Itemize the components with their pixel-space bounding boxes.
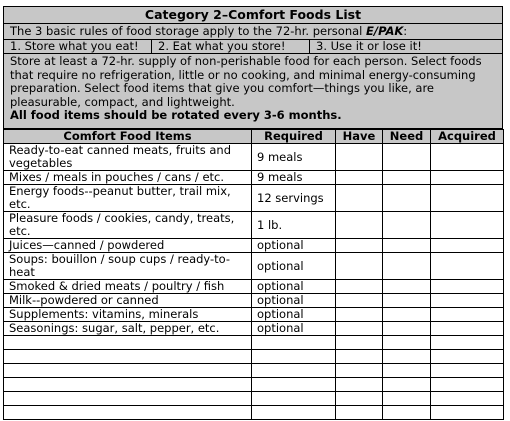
blank-row[interactable]	[4, 378, 504, 392]
need-cell[interactable]	[383, 253, 431, 280]
intro-line	[3, 23, 503, 39]
blank-row[interactable]	[4, 392, 504, 406]
blank-cell[interactable]	[252, 406, 336, 420]
acquired-cell[interactable]	[431, 239, 504, 253]
required-cell: 9 meals	[252, 144, 336, 171]
rule-1: 1. Store what you eat!	[4, 40, 152, 53]
table-row	[4, 308, 504, 322]
blank-cell[interactable]	[252, 350, 336, 364]
have-cell[interactable]	[336, 308, 383, 322]
need-cell[interactable]	[383, 308, 431, 322]
item-cell: Soups: bouillon / soup cups / ready-to-heat	[4, 253, 252, 280]
col-header-required: Required	[252, 130, 336, 144]
table-row	[4, 322, 504, 336]
blank-cell[interactable]	[336, 378, 383, 392]
have-cell[interactable]	[336, 185, 383, 212]
acquired-cell[interactable]	[431, 212, 504, 239]
table-row	[4, 144, 504, 171]
have-cell[interactable]	[336, 239, 383, 253]
item-cell: Pleasure foods / cookies, candy, treats, etc.	[4, 212, 252, 239]
required-cell: optional	[252, 308, 336, 322]
acquired-cell[interactable]	[431, 280, 504, 294]
item-cell: Mixes / meals in pouches / cans / etc.	[4, 171, 252, 185]
required-cell: 12 servings	[252, 185, 336, 212]
blank-cell[interactable]	[4, 378, 252, 392]
required-cell: optional	[252, 253, 336, 280]
blank-cell[interactable]	[431, 406, 504, 420]
blank-row[interactable]	[4, 364, 504, 378]
blank-row[interactable]	[4, 406, 504, 420]
acquired-cell[interactable]	[431, 253, 504, 280]
rule-2: 2. Eat what you store!	[152, 40, 310, 53]
acquired-cell[interactable]	[431, 294, 504, 308]
rotation-note: All food items should be rotated every 3-6 months.	[10, 108, 342, 122]
required-cell: optional	[252, 294, 336, 308]
table-row	[4, 294, 504, 308]
blank-row[interactable]	[4, 336, 504, 350]
table-row	[4, 212, 504, 239]
need-cell[interactable]	[383, 322, 431, 336]
blank-cell[interactable]	[383, 350, 431, 364]
acquired-cell[interactable]	[431, 322, 504, 336]
blank-cell[interactable]	[431, 378, 504, 392]
need-cell[interactable]	[383, 212, 431, 239]
required-cell: optional	[252, 239, 336, 253]
blank-cell[interactable]	[252, 392, 336, 406]
blank-cell[interactable]	[252, 336, 336, 350]
intro-emphasis: E/PAK	[366, 24, 404, 38]
acquired-cell[interactable]	[431, 185, 504, 212]
blank-cell[interactable]	[336, 406, 383, 420]
blank-cell[interactable]	[431, 364, 504, 378]
blank-cell[interactable]	[431, 350, 504, 364]
table-header-row	[4, 130, 504, 144]
table-row	[4, 239, 504, 253]
table-row	[4, 253, 504, 280]
rule-3: 3. Use it or lose it!	[316, 39, 422, 53]
blank-cell[interactable]	[383, 378, 431, 392]
need-cell[interactable]	[383, 239, 431, 253]
food-items-table	[3, 129, 504, 420]
blank-cell[interactable]	[383, 336, 431, 350]
table-row	[4, 171, 504, 185]
required-cell: optional	[252, 322, 336, 336]
table-row	[4, 280, 504, 294]
blank-row[interactable]	[4, 350, 504, 364]
description-block	[3, 53, 503, 129]
need-cell[interactable]	[383, 280, 431, 294]
have-cell[interactable]	[336, 253, 383, 280]
table-row	[4, 185, 504, 212]
have-cell[interactable]	[336, 212, 383, 239]
description-text: Store at least a 72-hr. supply of non-perishable food for each person. Select foods that require no refrigeration, little or no cooking, and minimal energy-consuming preparation. Select food items that give you comfort—things you like, are pleasurable, compact, and lightweight.	[10, 54, 482, 109]
blank-cell[interactable]	[336, 336, 383, 350]
blank-cell[interactable]	[252, 378, 336, 392]
acquired-cell[interactable]	[431, 144, 504, 171]
item-cell: Smoked & dried meats / poultry / fish	[4, 280, 252, 294]
col-header-have: Have	[336, 130, 383, 144]
have-cell[interactable]	[336, 144, 383, 171]
blank-cell[interactable]	[383, 364, 431, 378]
col-header-acquired: Acquired	[431, 130, 504, 144]
page-title: Category 2–Comfort Foods List	[3, 6, 503, 23]
blank-cell[interactable]	[383, 406, 431, 420]
intro-text: The 3 basic rules of food storage apply to the 72-hr. personal	[10, 24, 367, 38]
have-cell[interactable]	[336, 294, 383, 308]
have-cell[interactable]	[336, 280, 383, 294]
item-cell: Supplements: vitamins, minerals	[4, 308, 252, 322]
blank-cell[interactable]	[383, 392, 431, 406]
required-cell: 1 lb.	[252, 212, 336, 239]
item-cell: Seasonings: sugar, salt, pepper, etc.	[4, 322, 252, 336]
col-header-items: Comfort Food Items	[4, 130, 252, 144]
col-header-need: Need	[383, 130, 431, 144]
need-cell[interactable]	[383, 294, 431, 308]
required-cell: 9 meals	[252, 171, 336, 185]
need-cell[interactable]	[383, 171, 431, 185]
need-cell[interactable]	[383, 144, 431, 171]
blank-cell[interactable]	[336, 392, 383, 406]
item-cell: Energy foods--peanut butter, trail mix, etc.	[4, 185, 252, 212]
acquired-cell[interactable]	[431, 308, 504, 322]
blank-cell[interactable]	[252, 364, 336, 378]
blank-cell[interactable]	[4, 336, 252, 350]
blank-cell[interactable]	[4, 406, 252, 420]
blank-cell[interactable]	[336, 350, 383, 364]
blank-cell[interactable]	[4, 350, 252, 364]
blank-cell[interactable]	[4, 364, 252, 378]
have-cell[interactable]	[336, 171, 383, 185]
blank-cell[interactable]	[431, 392, 504, 406]
rules-row	[3, 39, 503, 53]
acquired-cell[interactable]	[431, 171, 504, 185]
blank-cell[interactable]	[4, 392, 252, 406]
intro-tail: :	[403, 24, 408, 38]
item-cell: Juices—canned / powdered	[4, 239, 252, 253]
blank-cell[interactable]	[431, 336, 504, 350]
required-cell: optional	[252, 280, 336, 294]
item-cell: Ready-to-eat canned meats, fruits and vegetables	[4, 144, 252, 171]
item-cell: Milk--powdered or canned	[4, 294, 252, 308]
blank-cell[interactable]	[336, 364, 383, 378]
comfort-foods-sheet	[3, 6, 503, 420]
need-cell[interactable]	[383, 185, 431, 212]
have-cell[interactable]	[336, 322, 383, 336]
